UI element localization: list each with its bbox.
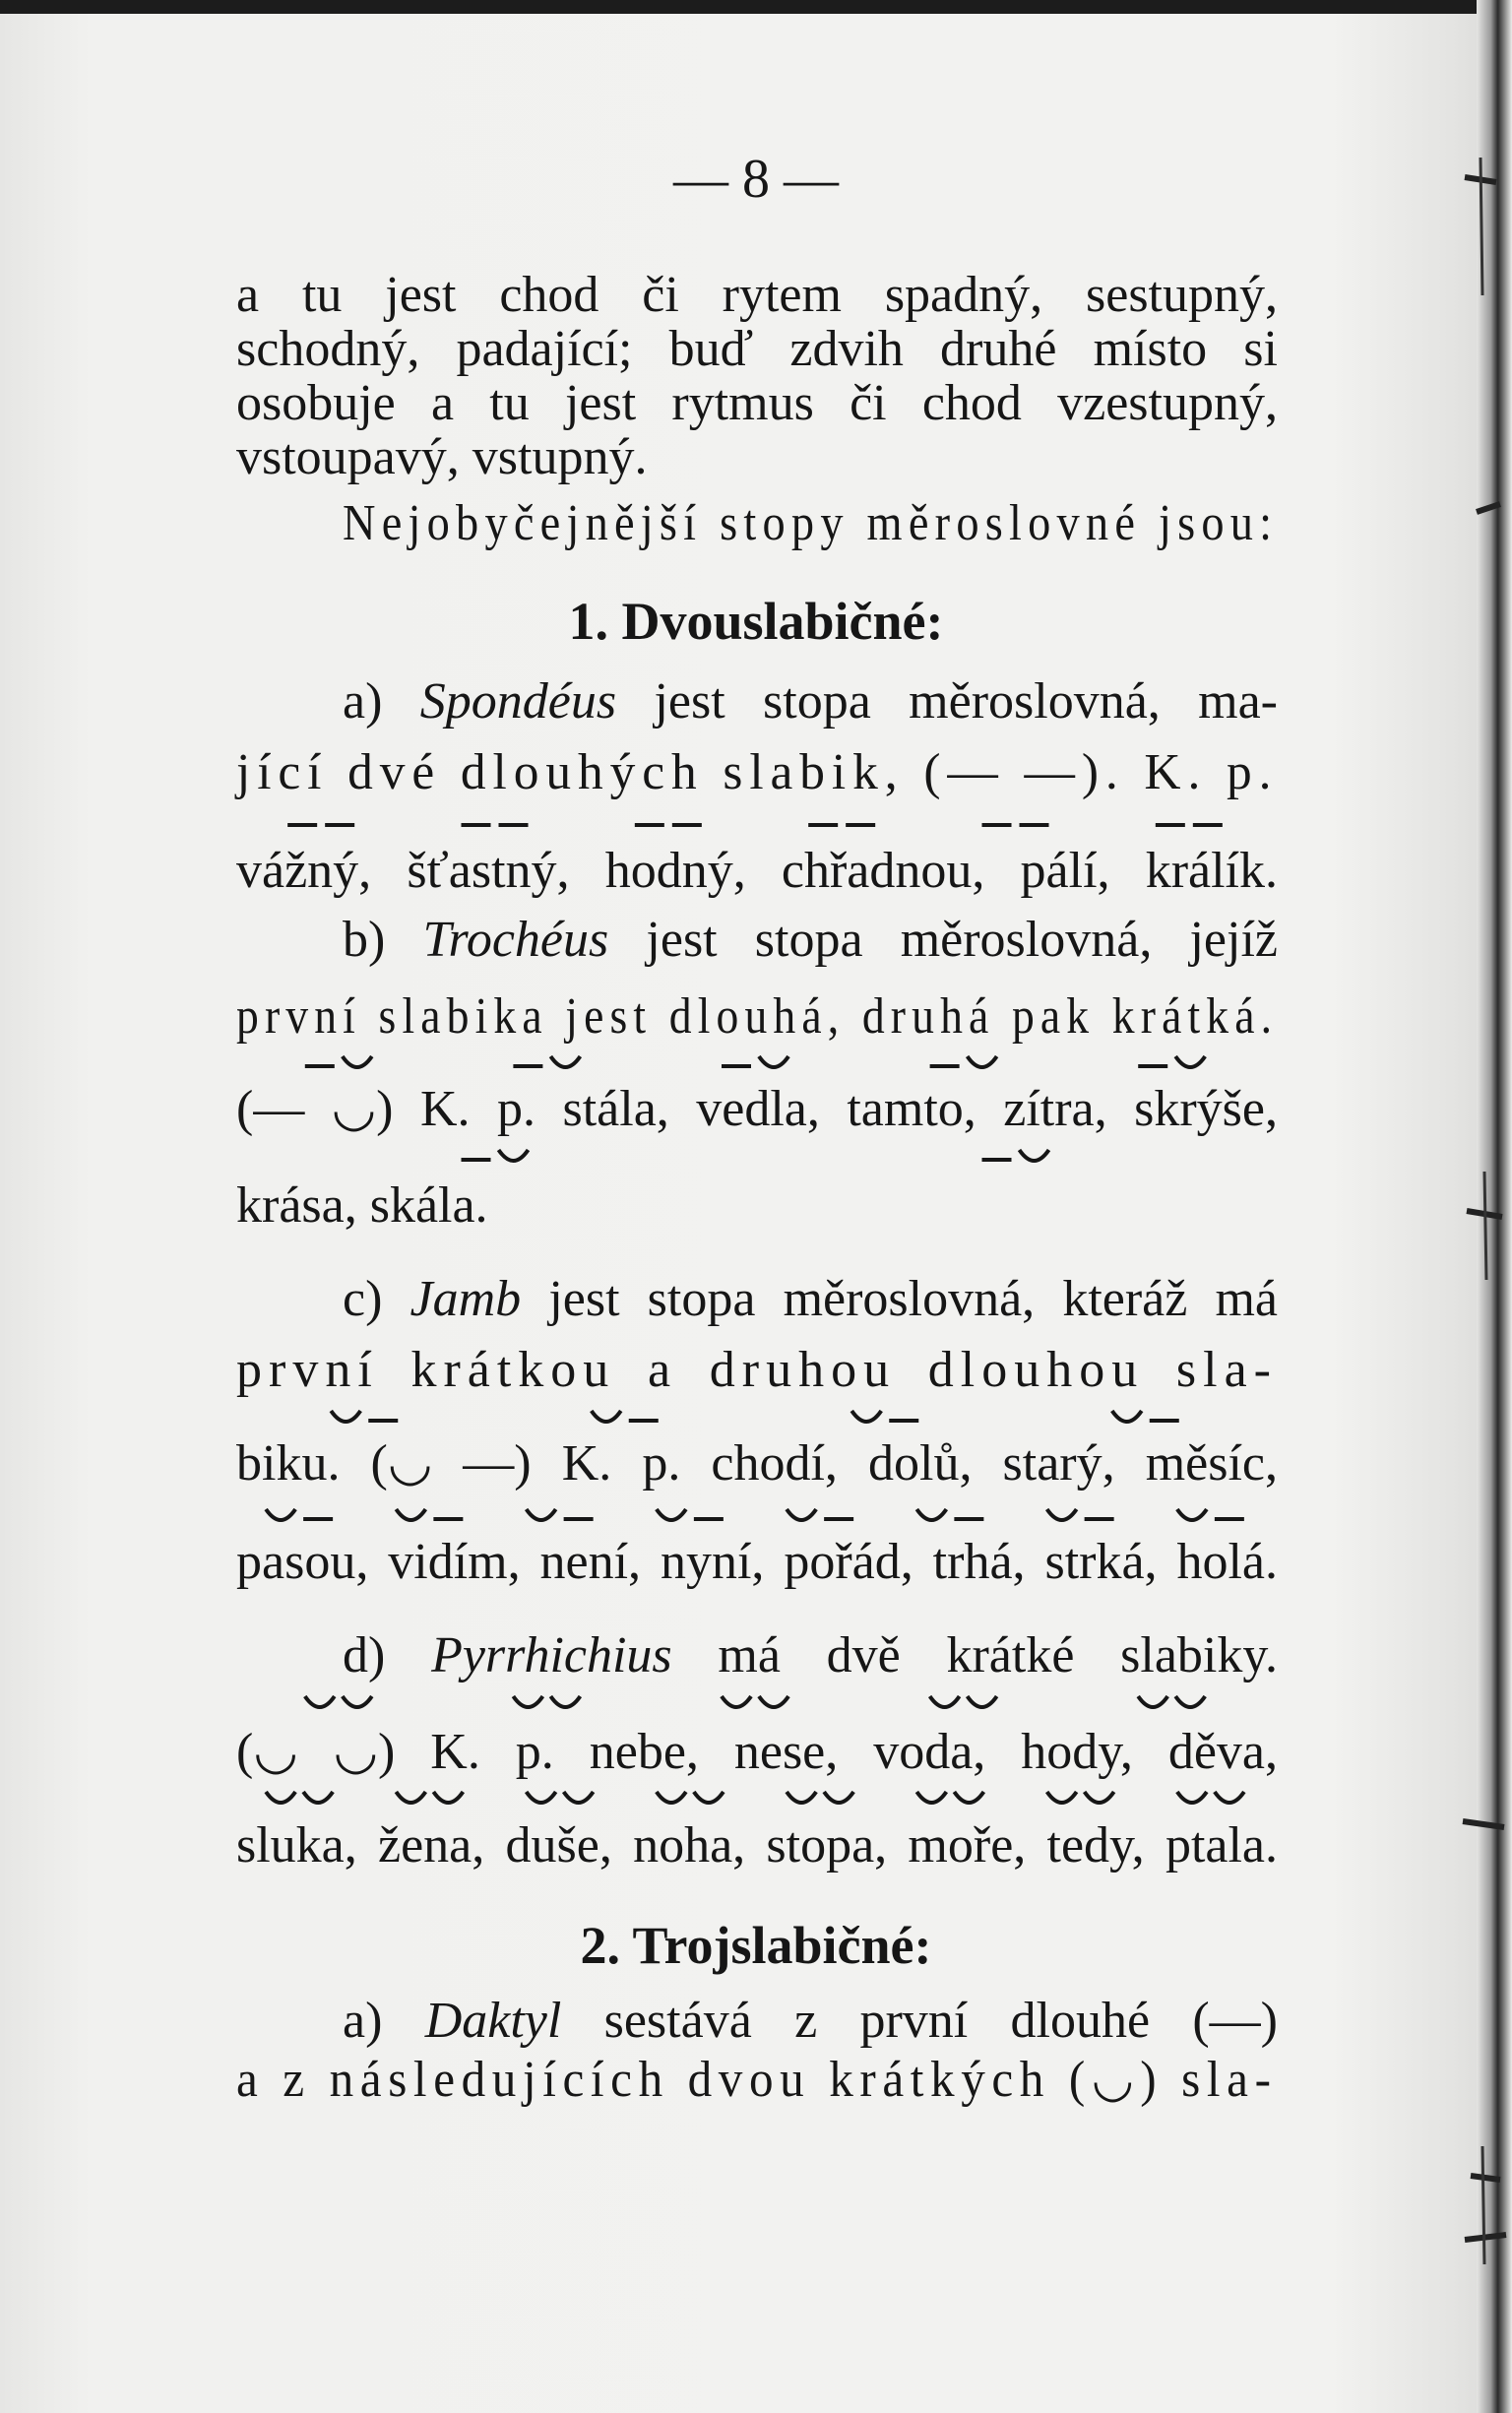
text-line-3: osobuje a tu jest rytmus či chod vzestupný, xyxy=(236,375,1278,431)
item-text: má dvě krátké slabiky. xyxy=(671,1627,1278,1683)
short-syllable-mark xyxy=(550,1056,580,1067)
term-pyrrhichius: Pyrrhichius xyxy=(431,1627,672,1683)
item-d-line-1 xyxy=(343,1626,1278,1685)
short-syllable-mark xyxy=(824,1792,853,1803)
section-heading-1: 1. Dvouslabičné: xyxy=(568,592,944,651)
term-trocheus: Trochéus xyxy=(422,912,609,968)
term-jamb: Jamb xyxy=(410,1271,522,1327)
item-e-line-1 xyxy=(343,1992,1278,2051)
short-syllable-mark xyxy=(343,1056,372,1067)
item-c-line-1 xyxy=(343,1270,1278,1329)
short-syllable-mark xyxy=(1215,1792,1244,1803)
meter-marks-d2 xyxy=(236,1688,1278,1718)
section-heading-2: 2. Trojslabičné: xyxy=(580,1916,932,1975)
short-syllable-mark xyxy=(303,1792,333,1803)
short-syllable-mark xyxy=(694,1792,724,1803)
short-syllable-mark xyxy=(1047,1509,1077,1520)
item-a-line-1 xyxy=(343,672,1278,731)
text-line-5: Nejobyčejnější stopy měroslovné jsou: xyxy=(343,495,1279,551)
short-syllable-mark xyxy=(954,1792,983,1803)
meter-marks-b4 xyxy=(236,1142,1278,1172)
short-syllable-mark xyxy=(759,1696,788,1707)
item-label: b) xyxy=(343,912,423,968)
short-syllable-mark xyxy=(1177,1792,1207,1803)
short-syllable-mark xyxy=(433,1792,463,1803)
short-syllable-mark xyxy=(787,1509,816,1520)
item-a-line-2: jící dvé dlouhých slabik, (— —). K. p. xyxy=(236,744,1279,800)
item-d-line-3: sluka, žena, duše, noha, stopa, moře, tedy, ptala. xyxy=(236,1817,1278,1873)
meter-marks-a3 xyxy=(236,807,1278,837)
short-syllable-mark xyxy=(1085,1792,1114,1803)
item-label: a) xyxy=(343,673,420,730)
short-syllable-mark xyxy=(550,1696,580,1707)
short-syllable-mark xyxy=(916,1509,946,1520)
meter-marks-svg xyxy=(236,1784,1278,1813)
short-syllable-mark xyxy=(396,1792,425,1803)
short-syllable-mark xyxy=(930,1696,960,1707)
meter-marks-d3 xyxy=(236,1784,1278,1813)
short-syllable-mark xyxy=(759,1056,788,1067)
item-c-line-4: pasou, vidím, není, nyní, pořád, trhá, strká, holá. xyxy=(236,1534,1278,1590)
item-b-line-3: (— ◡) K. p. stála, vedla, tamto, zítra, skrýše, xyxy=(236,1081,1278,1137)
meter-marks-svg xyxy=(236,807,1278,837)
meter-marks-svg xyxy=(236,1142,1278,1172)
item-text: jest stopa měroslovná, kteráž má xyxy=(521,1271,1278,1327)
text-line-4: vstoupavý, vstupný. xyxy=(236,429,648,485)
short-syllable-mark xyxy=(1112,1411,1142,1422)
short-syllable-mark xyxy=(331,1411,360,1422)
meter-marks-c3 xyxy=(236,1403,1278,1432)
meter-marks-c4 xyxy=(236,1501,1278,1531)
item-label: d) xyxy=(343,1627,432,1683)
item-d-line-2: (◡ ◡) K. p. nebe, nese, voda, hody, děva, xyxy=(236,1724,1278,1780)
item-c-line-3: biku. (◡ —) K. p. chodí, dolů, starý, měsíc, xyxy=(236,1435,1278,1492)
item-b-line-4: krása, skála. xyxy=(236,1177,488,1234)
term-spondeus: Spondéus xyxy=(419,673,617,730)
item-label: c) xyxy=(343,1271,410,1327)
short-syllable-mark xyxy=(1175,1696,1205,1707)
short-syllable-mark xyxy=(396,1509,425,1520)
short-syllable-mark xyxy=(564,1792,594,1803)
short-syllable-mark xyxy=(305,1696,335,1707)
short-syllable-mark xyxy=(968,1056,997,1067)
item-text: jest stopa měroslovná, ma- xyxy=(616,673,1278,730)
short-syllable-mark xyxy=(722,1696,751,1707)
short-syllable-mark xyxy=(1175,1056,1205,1067)
text-line-1: a tu jest chod či rytem spadný, sestupný, xyxy=(236,267,1278,323)
binding-marks xyxy=(1457,0,1512,2413)
short-syllable-mark xyxy=(916,1792,946,1803)
item-a-line-3: vážný, šťastný, hodný, chřadnou, pálí, králík. xyxy=(236,843,1278,899)
short-syllable-mark xyxy=(1020,1150,1049,1161)
short-syllable-mark xyxy=(266,1509,295,1520)
short-syllable-mark xyxy=(1177,1509,1207,1520)
short-syllable-mark xyxy=(657,1792,686,1803)
meter-marks-svg xyxy=(236,1048,1278,1078)
item-text: sestává z první dlouhé (—) xyxy=(561,1993,1278,2049)
short-syllable-mark xyxy=(657,1509,686,1520)
item-e-line-2: a z následujících dvou krátkých (◡) sla- xyxy=(236,2052,1278,2108)
short-syllable-mark xyxy=(787,1792,816,1803)
meter-marks-svg xyxy=(236,1501,1278,1531)
meter-marks-b3 xyxy=(236,1048,1278,1078)
meter-marks-svg xyxy=(236,1403,1278,1432)
short-syllable-mark xyxy=(968,1696,997,1707)
meter-marks-svg xyxy=(236,1688,1278,1718)
short-syllable-mark xyxy=(343,1696,372,1707)
item-c-line-2: první krátkou a druhou dlouhou sla- xyxy=(236,1342,1278,1398)
text-line-2: schodný, padající; buď zdvih druhé místo si xyxy=(236,321,1278,377)
item-text: jest stopa měroslovná, jejíž xyxy=(608,912,1278,968)
short-syllable-mark xyxy=(513,1696,542,1707)
item-b-line-2: první slabika jest dlouhá, druhá pak krátká. xyxy=(236,988,1279,1045)
term-daktyl: Daktyl xyxy=(424,1993,562,2049)
item-label: a) xyxy=(343,1993,425,2049)
page-number: — 8 — xyxy=(673,149,839,210)
short-syllable-mark xyxy=(266,1792,295,1803)
short-syllable-mark xyxy=(1138,1696,1167,1707)
item-b-line-1 xyxy=(343,911,1278,970)
short-syllable-mark xyxy=(527,1509,556,1520)
short-syllable-mark xyxy=(499,1150,529,1161)
short-syllable-mark xyxy=(851,1411,881,1422)
short-syllable-mark xyxy=(1047,1792,1077,1803)
short-syllable-mark xyxy=(527,1792,556,1803)
short-syllable-mark xyxy=(592,1411,621,1422)
scan-top-border xyxy=(0,0,1512,14)
